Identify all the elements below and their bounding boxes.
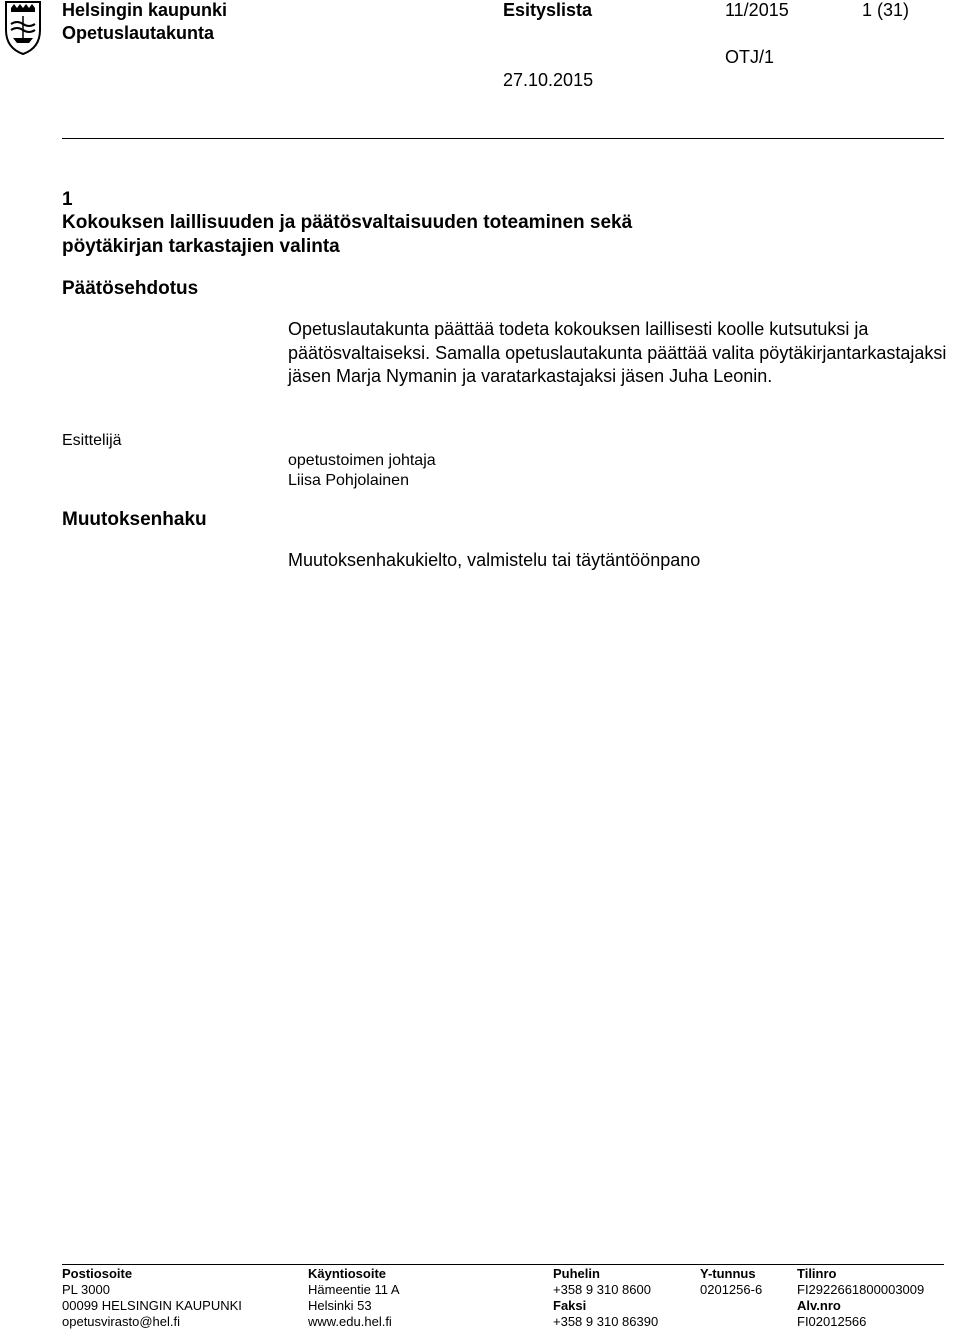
item-title-line-1: Kokouksen laillisuuden ja päätösvaltaisuuden toteaminen sekä	[62, 212, 633, 233]
reference-code: OTJ/1	[725, 47, 775, 67]
footer-business-id-value: 0201256-6	[700, 1282, 763, 1297]
footer-fax-value: +358 9 310 86390	[553, 1314, 659, 1329]
document-type: Esityslista	[503, 0, 593, 20]
proposal-heading: Päätösehdotus	[62, 278, 199, 299]
footer-visiting-line-2: Helsinki 53	[308, 1298, 372, 1313]
footer-visiting-line-1: Hämeentie 11 A	[308, 1282, 400, 1297]
presenter-role: opetustoimen johtaja	[288, 452, 436, 469]
footer-vat-label: Alv.nro	[797, 1298, 841, 1313]
footer-visiting-label: Käyntiosoite	[308, 1266, 387, 1281]
footer-postal-line-1: PL 3000	[62, 1282, 110, 1297]
committee-name: Opetuslautakunta	[62, 23, 215, 43]
footer-account-value: FI2922661800003009	[797, 1282, 925, 1297]
footer-website-link[interactable]: www.edu.hel.fi	[308, 1314, 392, 1329]
footer-postal-label: Postiosoite	[62, 1266, 133, 1281]
helsinki-coat-of-arms-logo	[0, 0, 46, 56]
footer-account-label: Tilinro	[797, 1266, 837, 1281]
appeal-heading: Muutoksenhaku	[62, 509, 207, 530]
footer-phone-value: +358 9 310 8600	[553, 1282, 651, 1297]
footer-phone-label: Puhelin	[553, 1266, 600, 1281]
header-divider	[62, 138, 944, 139]
organization-name: Helsingin kaupunki	[62, 0, 228, 20]
page-number: 1 (31)	[862, 0, 910, 20]
footer-postal-line-2: 00099 HELSINGIN KAUPUNKI	[62, 1298, 242, 1313]
item-number: 1	[62, 189, 73, 210]
presenter-label: Esittelijä	[62, 432, 122, 449]
item-title-line-2: pöytäkirjan tarkastajien valinta	[62, 236, 340, 257]
footer-business-id-label: Y-tunnus	[700, 1266, 756, 1281]
meeting-date: 27.10.2015	[503, 70, 594, 90]
footer-divider	[62, 1264, 944, 1265]
proposal-text: Opetuslautakunta päättää todeta kokouksen laillisesti koolle kutsutuksi ja päätösvaltaiseksi. Samalla opetuslautakunta päättää valita pöytäkirjantarkastajaksi jäsen Marja Nymanin ja varatarkastajaksi jäsen Juha Leonin.	[288, 319, 947, 386]
footer-vat-value: FI02012566	[797, 1314, 867, 1329]
issue-number: 11/2015	[725, 0, 789, 20]
presenter-name: Liisa Pohjolainen	[288, 472, 409, 489]
footer-fax-label: Faksi	[553, 1298, 587, 1313]
footer-email-link[interactable]: opetusvirasto@hel.fi	[62, 1314, 180, 1329]
appeal-text: Muutoksenhakukielto, valmistelu tai täytäntöönpano	[288, 550, 701, 570]
